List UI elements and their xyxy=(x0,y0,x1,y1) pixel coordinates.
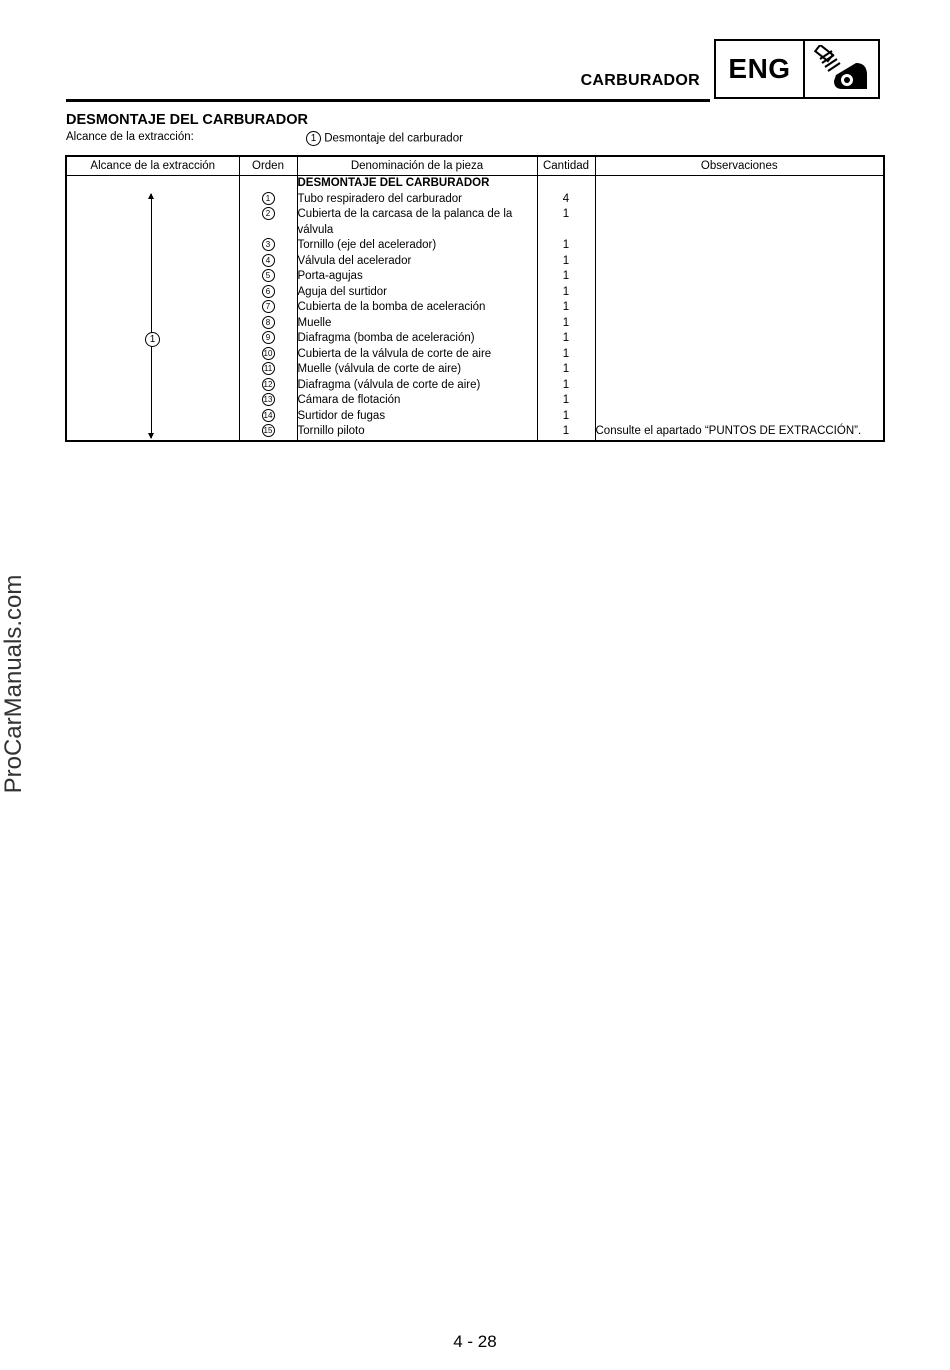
part-name-cell: Cámara de flotación xyxy=(297,393,537,409)
order-cell xyxy=(239,316,297,332)
remarks-cell xyxy=(595,378,884,394)
remarks-cell xyxy=(595,362,884,378)
page-section-title: CARBURADOR xyxy=(580,72,700,89)
order-number-marker: 6 xyxy=(262,285,275,298)
order-cell xyxy=(239,254,297,270)
quantity-cell: 1 xyxy=(537,393,595,409)
order-cell xyxy=(239,331,297,347)
chapter-tab xyxy=(714,39,880,99)
order-number-marker: 7 xyxy=(262,300,275,313)
scope-value-text: Desmontaje del carburador xyxy=(324,132,463,145)
quantity-cell: 1 xyxy=(537,424,595,441)
quantity-cell: 1 xyxy=(537,331,595,347)
header-divider xyxy=(66,99,710,102)
remarks-cell xyxy=(595,300,884,316)
quantity-cell: 1 xyxy=(537,207,595,238)
part-name-cell: Cubierta de la válvula de corte de aire xyxy=(297,347,537,363)
header-scope: Alcance de la extracción xyxy=(66,156,239,176)
quantity-cell: 1 xyxy=(537,254,595,270)
remarks-cell xyxy=(595,409,884,425)
engine-icon xyxy=(805,41,878,97)
part-name-cell: Diafragma (bomba de aceleración) xyxy=(297,331,537,347)
part-name-cell: Tornillo (eje del acelerador) xyxy=(297,238,537,254)
order-cell xyxy=(239,269,297,285)
order-number-marker: 11 xyxy=(262,362,275,375)
remarks-cell xyxy=(595,347,884,363)
table-header-row xyxy=(66,156,884,176)
remarks-cell xyxy=(595,393,884,409)
quantity-cell: 1 xyxy=(537,269,595,285)
order-number-marker: 3 xyxy=(262,238,275,251)
header-quantity: Cantidad xyxy=(537,156,595,176)
remarks-cell xyxy=(595,192,884,208)
order-number-marker: 9 xyxy=(262,331,275,344)
part-name-cell: Porta-agujas xyxy=(297,269,537,285)
order-number-marker: 13 xyxy=(262,393,275,406)
quantity-cell: 1 xyxy=(537,347,595,363)
remarks-cell xyxy=(595,207,884,238)
remarks-cell xyxy=(595,331,884,347)
part-name-cell: Muelle xyxy=(297,316,537,332)
order-number-marker: 4 xyxy=(262,254,275,267)
part-name-cell: Válvula del acelerador xyxy=(297,254,537,270)
part-name-cell: Muelle (válvula de corte de aire) xyxy=(297,362,537,378)
part-name-cell: Diafragma (válvula de corte de aire) xyxy=(297,378,537,394)
order-number-marker: 8 xyxy=(262,316,275,329)
quantity-cell: 1 xyxy=(537,362,595,378)
order-cell xyxy=(239,362,297,378)
chapter-tab-label: ENG xyxy=(716,41,805,97)
scope-range-marker: 1 xyxy=(145,332,160,347)
part-name-cell: Aguja del surtidor xyxy=(297,285,537,301)
scope-number-marker: 1 xyxy=(306,131,321,146)
quantity-cell: 1 xyxy=(537,238,595,254)
procedure-title: DESMONTAJE DEL CARBURADOR xyxy=(66,112,308,128)
scope-value xyxy=(306,131,463,146)
order-cell xyxy=(239,409,297,425)
order-cell xyxy=(239,300,297,316)
header-remarks: Observaciones xyxy=(595,156,884,176)
parts-table xyxy=(65,155,885,442)
remarks-cell xyxy=(595,285,884,301)
quantity-cell: 1 xyxy=(537,300,595,316)
order-number-marker: 10 xyxy=(262,347,275,360)
order-cell xyxy=(239,192,297,208)
order-cell xyxy=(239,393,297,409)
order-cell xyxy=(239,285,297,301)
order-cell xyxy=(239,238,297,254)
order-number-marker: 2 xyxy=(262,207,275,220)
part-name-cell: Surtidor de fugas xyxy=(297,409,537,425)
quantity-cell: 1 xyxy=(537,285,595,301)
quantity-cell: 4 xyxy=(537,192,595,208)
scope-label: Alcance de la extracción: xyxy=(66,131,194,143)
order-cell xyxy=(239,424,297,441)
order-number-marker: 5 xyxy=(262,269,275,282)
part-name-cell: Tornillo piloto xyxy=(297,424,537,441)
remarks-cell xyxy=(595,269,884,285)
order-number-marker: 14 xyxy=(262,409,275,422)
remarks-cell xyxy=(595,316,884,332)
header-order: Orden xyxy=(239,156,297,176)
part-name-cell: Tubo respiradero del carburador xyxy=(297,192,537,208)
remarks-cell xyxy=(595,238,884,254)
remarks-cell: Consulte el apartado “PUNTOS DE EXTRACCIÓN”. xyxy=(595,424,884,441)
order-cell xyxy=(239,347,297,363)
scope-range-arrow xyxy=(151,194,152,438)
header-part-name: Denominación de la pieza xyxy=(297,156,537,176)
order-number-marker: 12 xyxy=(262,378,275,391)
order-number-marker: 15 xyxy=(262,424,275,437)
order-cell xyxy=(239,378,297,394)
order-number-marker: 1 xyxy=(262,192,275,205)
quantity-cell: 1 xyxy=(537,316,595,332)
part-name-cell: Cubierta de la carcasa de la palanca de la válvula xyxy=(297,207,537,238)
quantity-cell: 1 xyxy=(537,409,595,425)
part-name-cell: Cubierta de la bomba de aceleración xyxy=(297,300,537,316)
remarks-cell xyxy=(595,254,884,270)
order-cell xyxy=(239,207,297,238)
watermark: ProCarManuals.com xyxy=(0,574,27,794)
quantity-cell: 1 xyxy=(537,378,595,394)
scope-cell xyxy=(66,176,239,441)
procedure-heading-cell: DESMONTAJE DEL CARBURADOR xyxy=(297,176,537,192)
table-row xyxy=(66,176,884,192)
page-number: 4 - 28 xyxy=(453,1332,497,1351)
